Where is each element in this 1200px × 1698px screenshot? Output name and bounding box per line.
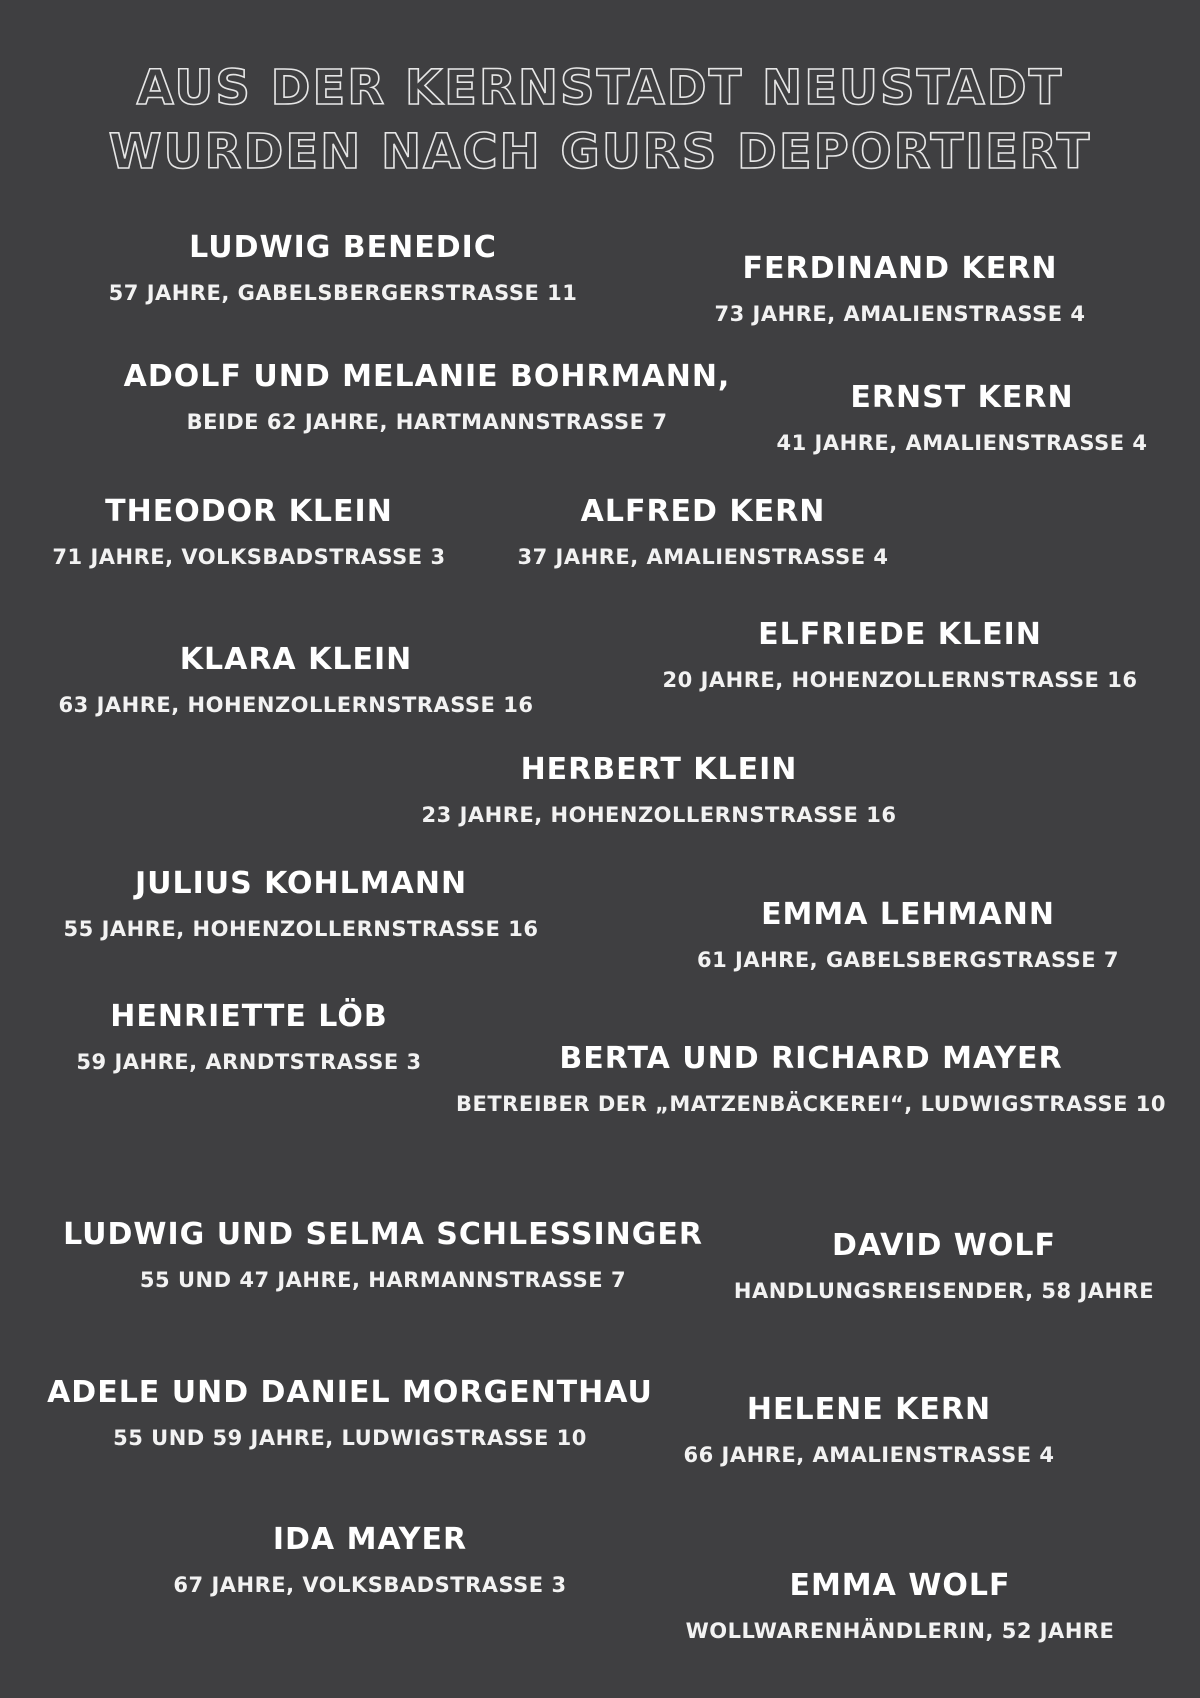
entry-berta-richard-mayer: [456, 1039, 1166, 1118]
entry-name: HELENE KERN: [746, 1392, 992, 1427]
entry-info: 20 JAHRE, HOHENZOLLERNSTRASSE 16: [662, 668, 1138, 692]
entry-info: 41 JAHRE, AMALIENSTRASSE 4: [776, 431, 1148, 455]
entry-name: KLARA KLEIN: [179, 642, 413, 677]
entry-name: HENRIETTE LÖB: [110, 999, 388, 1034]
entry-alfred-kern: [518, 492, 889, 571]
entry-info: 37 JAHRE, AMALIENSTRASSE 4: [517, 545, 889, 569]
entry-elfriede-klein: [663, 615, 1138, 694]
entry-info: 55 UND 59 JAHRE, LUDWIGSTRASSE 10: [113, 1426, 587, 1450]
entry-info: 66 JAHRE, AMALIENSTRASSE 4: [683, 1443, 1055, 1467]
entry-info: 73 JAHRE, AMALIENSTRASSE 4: [714, 302, 1086, 326]
entry-name: LUDWIG UND SELMA SCHLESSINGER: [63, 1217, 703, 1252]
entry-ida-mayer: [173, 1520, 566, 1599]
entry-name: ALFRED KERN: [580, 494, 826, 529]
entry-name: DAVID WOLF: [831, 1228, 1056, 1263]
entry-name: THEODOR KLEIN: [105, 494, 393, 529]
entry-info: 67 JAHRE, VOLKSBADSTRASSE 3: [173, 1573, 567, 1597]
entry-herbert-klein: [422, 750, 897, 829]
entry-adele-daniel-morgenthau: [47, 1373, 653, 1452]
entry-name: HERBERT KLEIN: [520, 752, 798, 787]
entry-ernst-kern: [777, 378, 1148, 457]
entry-name: ADELE UND DANIEL MORGENTHAU: [47, 1375, 653, 1410]
entry-info: HANDLUNGSREISENDER, 58 JAHRE: [733, 1279, 1155, 1303]
entry-info: WOLLWARENHÄNDLERIN, 52 JAHRE: [685, 1619, 1115, 1643]
entry-ludwig-selma-schlessinger: [63, 1215, 703, 1294]
entry-name: IDA MAYER: [272, 1522, 468, 1557]
entry-info: 55 JAHRE, HOHENZOLLERNSTRASSE 16: [63, 917, 539, 941]
entry-adolf-melanie-bohrmann: [124, 357, 731, 436]
title-line-2: WURDEN NACH GURS DEPORTIERT: [108, 124, 1092, 180]
entry-name: EMMA LEHMANN: [761, 897, 1055, 932]
entry-ferdinand-kern: [715, 249, 1086, 328]
entry-klara-klein: [59, 640, 534, 719]
entry-name: ELFRIEDE KLEIN: [758, 617, 1042, 652]
entry-name: LUDWIG BENEDIC: [189, 230, 497, 265]
entry-info: 57 JAHRE, GABELSBERGERSTRASSE 11: [108, 281, 578, 305]
entry-name: FERDINAND KERN: [742, 251, 1058, 286]
entry-name: ADOLF UND MELANIE BOHRMANN,: [123, 359, 731, 394]
entry-theodor-klein: [52, 492, 445, 571]
entry-info: 23 JAHRE, HOHENZOLLERNSTRASSE 16: [421, 803, 897, 827]
title-line-1: AUS DER KERNSTADT NEUSTADT: [136, 60, 1064, 116]
entry-info: BEIDE 62 JAHRE, HARTMANNSTRASSE 7: [186, 410, 668, 434]
entry-emma-wolf: [686, 1566, 1115, 1645]
entry-henriette-loeb: [76, 997, 421, 1076]
entry-emma-lehmann: [697, 895, 1119, 974]
entry-info: 61 JAHRE, GABELSBERGSTRASSE 7: [696, 948, 1120, 972]
entry-info: 71 JAHRE, VOLKSBADSTRASSE 3: [52, 545, 446, 569]
entry-julius-kohlmann: [64, 864, 539, 943]
entry-name: JULIUS KOHLMANN: [134, 866, 468, 901]
entry-info: 59 JAHRE, ARNDTSTRASSE 3: [76, 1050, 422, 1074]
entry-info: BETREIBER DER „MATZENBÄCKEREI“, LUDWIGSTRASSE 10: [456, 1092, 1166, 1116]
entry-info: 55 UND 47 JAHRE, HARMANNSTRASSE 7: [139, 1268, 627, 1292]
entry-info: 63 JAHRE, HOHENZOLLERNSTRASSE 16: [58, 693, 534, 717]
entry-name: EMMA WOLF: [789, 1568, 1011, 1603]
entry-name: BERTA UND RICHARD MAYER: [559, 1041, 1063, 1076]
entry-ludwig-benedic: [109, 228, 578, 307]
entry-helene-kern: [684, 1390, 1055, 1469]
entry-david-wolf: [734, 1226, 1154, 1305]
entry-name: ERNST KERN: [850, 380, 1074, 415]
